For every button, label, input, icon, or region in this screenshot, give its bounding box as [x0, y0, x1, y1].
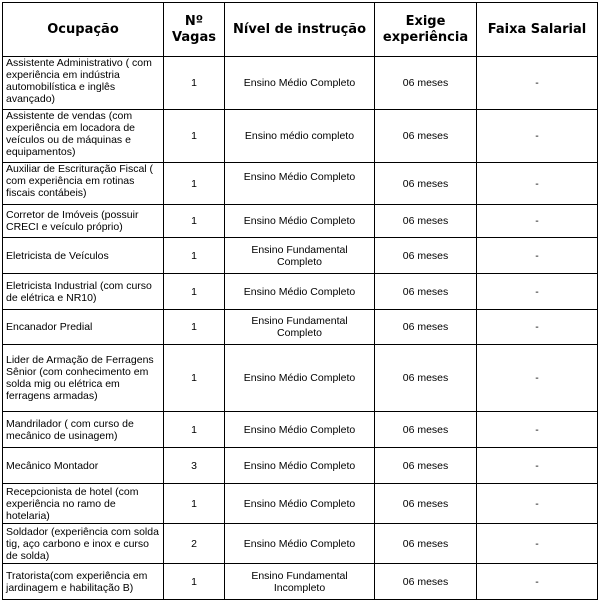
table-row	[3, 205, 598, 238]
cell-experiencia: 06 meses	[375, 163, 477, 205]
cell-vagas: 1	[164, 564, 225, 600]
table-row	[3, 412, 598, 448]
cell-ocupacao: Mecânico Montador	[3, 448, 164, 484]
cell-faixa: -	[477, 238, 598, 274]
cell-ocupacao: Eletricista de Veículos	[3, 238, 164, 274]
cell-faixa: -	[477, 163, 598, 205]
cell-experiencia: 06 meses	[375, 412, 477, 448]
table-row	[3, 448, 598, 484]
cell-experiencia: 06 meses	[375, 564, 477, 600]
cell-nivel: Ensino Médio Completo	[225, 484, 375, 524]
table-row	[3, 310, 598, 345]
table-row	[3, 238, 598, 274]
table-header-row	[3, 3, 598, 57]
cell-vagas: 1	[164, 110, 225, 163]
table-row	[3, 110, 598, 163]
cell-faixa: -	[477, 412, 598, 448]
cell-vagas: 1	[164, 484, 225, 524]
cell-faixa: -	[477, 205, 598, 238]
cell-vagas: 2	[164, 524, 225, 564]
header-ocupacao: Ocupação	[3, 3, 164, 57]
cell-nivel: Ensino Fundamental Completo	[225, 238, 375, 274]
cell-experiencia: 06 meses	[375, 345, 477, 412]
header-faixa: Faixa Salarial	[477, 3, 598, 57]
table-row	[3, 345, 598, 412]
cell-vagas: 3	[164, 448, 225, 484]
cell-vagas: 1	[164, 274, 225, 310]
cell-faixa: -	[477, 110, 598, 163]
table-row	[3, 163, 598, 205]
cell-ocupacao: Assistente Administrativo ( com experiência em indústria automobilística e inglês avançado)	[3, 57, 164, 110]
cell-experiencia: 06 meses	[375, 110, 477, 163]
cell-ocupacao: Mandrilador ( com curso de mecânico de usinagem)	[3, 412, 164, 448]
cell-nivel: Ensino Médio Completo	[225, 163, 375, 205]
cell-vagas: 1	[164, 345, 225, 412]
cell-nivel: Ensino Fundamental Completo	[225, 310, 375, 345]
cell-experiencia: 06 meses	[375, 274, 477, 310]
cell-vagas: 1	[164, 163, 225, 205]
table-row	[3, 564, 598, 600]
header-experiencia: Exige experiência	[375, 3, 477, 57]
cell-experiencia: 06 meses	[375, 310, 477, 345]
cell-nivel: Ensino Médio Completo	[225, 345, 375, 412]
cell-nivel: Ensino Médio Completo	[225, 524, 375, 564]
cell-ocupacao: Corretor de Imóveis (possuir CRECI e veículo próprio)	[3, 205, 164, 238]
cell-ocupacao: Tratorista(com experiência em jardinagem e habilitação B)	[3, 564, 164, 600]
cell-faixa: -	[477, 274, 598, 310]
cell-nivel: Ensino médio completo	[225, 110, 375, 163]
cell-faixa: -	[477, 484, 598, 524]
cell-experiencia: 06 meses	[375, 524, 477, 564]
cell-faixa: -	[477, 345, 598, 412]
cell-experiencia: 06 meses	[375, 484, 477, 524]
table-row	[3, 274, 598, 310]
cell-ocupacao: Soldador (experiência com solda tig, aço carbono e inox e curso de solda)	[3, 524, 164, 564]
cell-ocupacao: Encanador Predial	[3, 310, 164, 345]
cell-experiencia: 06 meses	[375, 205, 477, 238]
cell-ocupacao: Eletricista Industrial (com curso de elétrica e NR10)	[3, 274, 164, 310]
table-row	[3, 57, 598, 110]
cell-faixa: -	[477, 57, 598, 110]
cell-nivel: Ensino Médio Completo	[225, 57, 375, 110]
cell-nivel: Ensino Fundamental Incompleto	[225, 564, 375, 600]
cell-experiencia: 06 meses	[375, 57, 477, 110]
cell-nivel: Ensino Médio Completo	[225, 274, 375, 310]
table-row	[3, 524, 598, 564]
cell-ocupacao: Recepcionista de hotel (com experiência no ramo de hotelaria)	[3, 484, 164, 524]
cell-faixa: -	[477, 564, 598, 600]
cell-experiencia: 06 meses	[375, 448, 477, 484]
cell-nivel: Ensino Médio Completo	[225, 205, 375, 238]
cell-nivel: Ensino Médio Completo	[225, 412, 375, 448]
cell-vagas: 1	[164, 205, 225, 238]
cell-vagas: 1	[164, 310, 225, 345]
table-row	[3, 484, 598, 524]
cell-ocupacao: Assistente de vendas (com experiência em locadora de veículos ou de máquinas e equipamentos)	[3, 110, 164, 163]
cell-vagas: 1	[164, 57, 225, 110]
header-nivel: Nível de instrução	[225, 3, 375, 57]
cell-nivel: Ensino Médio Completo	[225, 448, 375, 484]
cell-experiencia: 06 meses	[375, 238, 477, 274]
cell-ocupacao: Auxiliar de Escrituração Fiscal ( com experiência em rotinas fiscais contábeis)	[3, 163, 164, 205]
cell-faixa: -	[477, 310, 598, 345]
cell-faixa: -	[477, 524, 598, 564]
job-openings-table	[2, 2, 598, 600]
cell-vagas: 1	[164, 238, 225, 274]
cell-ocupacao: Lider de Armação de Ferragens Sênior (com conhecimento em solda mig ou elétrica em ferragens armadas)	[3, 345, 164, 412]
cell-faixa: -	[477, 448, 598, 484]
header-vagas: Nº Vagas	[164, 3, 225, 57]
cell-vagas: 1	[164, 412, 225, 448]
